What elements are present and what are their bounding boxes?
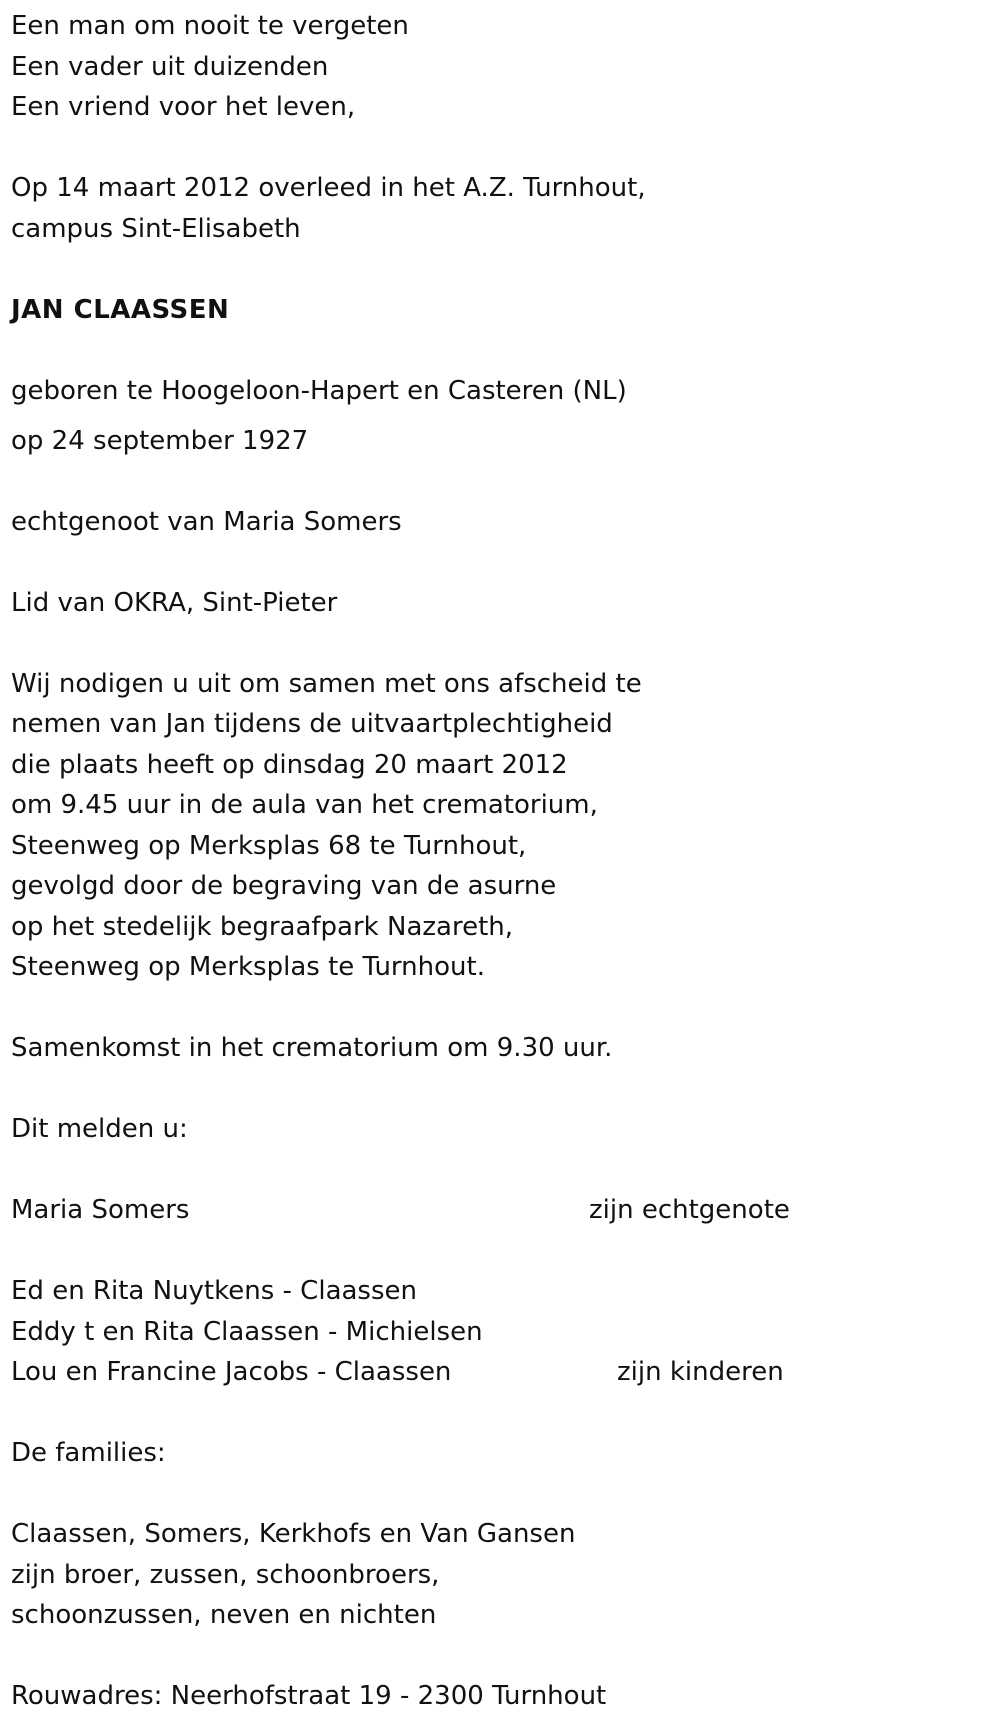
intro-line-1: Een man om nooit te vergeten [11, 11, 409, 41]
mourning-address: Rouwadres: Neerhofstraat 19 - 2300 Turnhout [11, 1681, 607, 1711]
ceremony-line: om 9.45 uur in de aula van het crematorium, [11, 790, 598, 820]
children-role: zijn kinderen [617, 1357, 784, 1387]
intro-line-2: Een vader uit duizenden [11, 51, 329, 82]
ceremony-line: die plaats heeft op dinsdag 20 maart 2012 [11, 749, 568, 780]
gathering-line: Samenkomst in het crematorium om 9.30 uur. [11, 1033, 613, 1063]
intro-line-3: Een vriend voor het leven, [11, 92, 356, 122]
death-line-2: campus Sint-Elisabeth [11, 213, 301, 244]
families-line: Claassen, Somers, Kerkhofs en Van Gansen [11, 1519, 576, 1549]
wife-name: Maria Somers [11, 1195, 190, 1225]
spacer [11, 623, 981, 664]
obituary-document [11, 6, 981, 1717]
birth-line-2: op 24 september 1927 [11, 425, 309, 456]
ceremony-line: Steenweg op Merksplas te Turnhout. [11, 952, 485, 982]
spacer [11, 249, 981, 290]
spacer [11, 1474, 981, 1515]
child-name: Eddy t en Rita Claassen - Michielsen [11, 1316, 483, 1347]
deceased-name: JAN CLAASSEN [11, 294, 230, 325]
families-line: zijn broer, zussen, schoonbroers, [11, 1559, 440, 1590]
child-name: Lou en Francine Jacobs - Claassen [11, 1357, 452, 1387]
spacer [11, 1069, 981, 1110]
death-line-1: Op 14 maart 2012 overleed in het A.Z. Turnhout, [11, 173, 646, 203]
wife-row [11, 1190, 981, 1231]
child-name: Ed en Rita Nuytkens - Claassen [11, 1276, 417, 1306]
announced-by-line: Dit melden u: [11, 1114, 188, 1144]
children-row [11, 1352, 981, 1393]
spacer [11, 988, 981, 1029]
wife-role: zijn echtgenote [589, 1195, 790, 1225]
spacer [11, 1636, 981, 1677]
spacer [11, 128, 981, 169]
ceremony-line: op het stedelijk begraafpark Nazareth, [11, 911, 514, 942]
ceremony-line: Wij nodigen u uit om samen met ons afscheid te [11, 668, 642, 699]
ceremony-line: gevolgd door de begraving van de asurne [11, 871, 557, 901]
spacer [11, 1150, 981, 1191]
families-line: schoonzussen, neven en nichten [11, 1600, 437, 1630]
spacer [11, 1231, 981, 1272]
spouse-line: echtgenoot van Maria Somers [11, 506, 402, 537]
ceremony-line: Steenweg op Merksplas 68 te Turnhout, [11, 830, 527, 861]
spacer [11, 542, 981, 583]
birth-line-1: geboren te Hoogeloon-Hapert en Casteren (NL) [11, 375, 627, 406]
membership-line: Lid van OKRA, Sint-Pieter [11, 587, 338, 618]
ceremony-line: nemen van Jan tijdens de uitvaartplechtigheid [11, 709, 613, 739]
families-heading: De families: [11, 1438, 166, 1468]
spacer [11, 1393, 981, 1434]
spacer [11, 330, 981, 371]
spacer [11, 461, 981, 502]
